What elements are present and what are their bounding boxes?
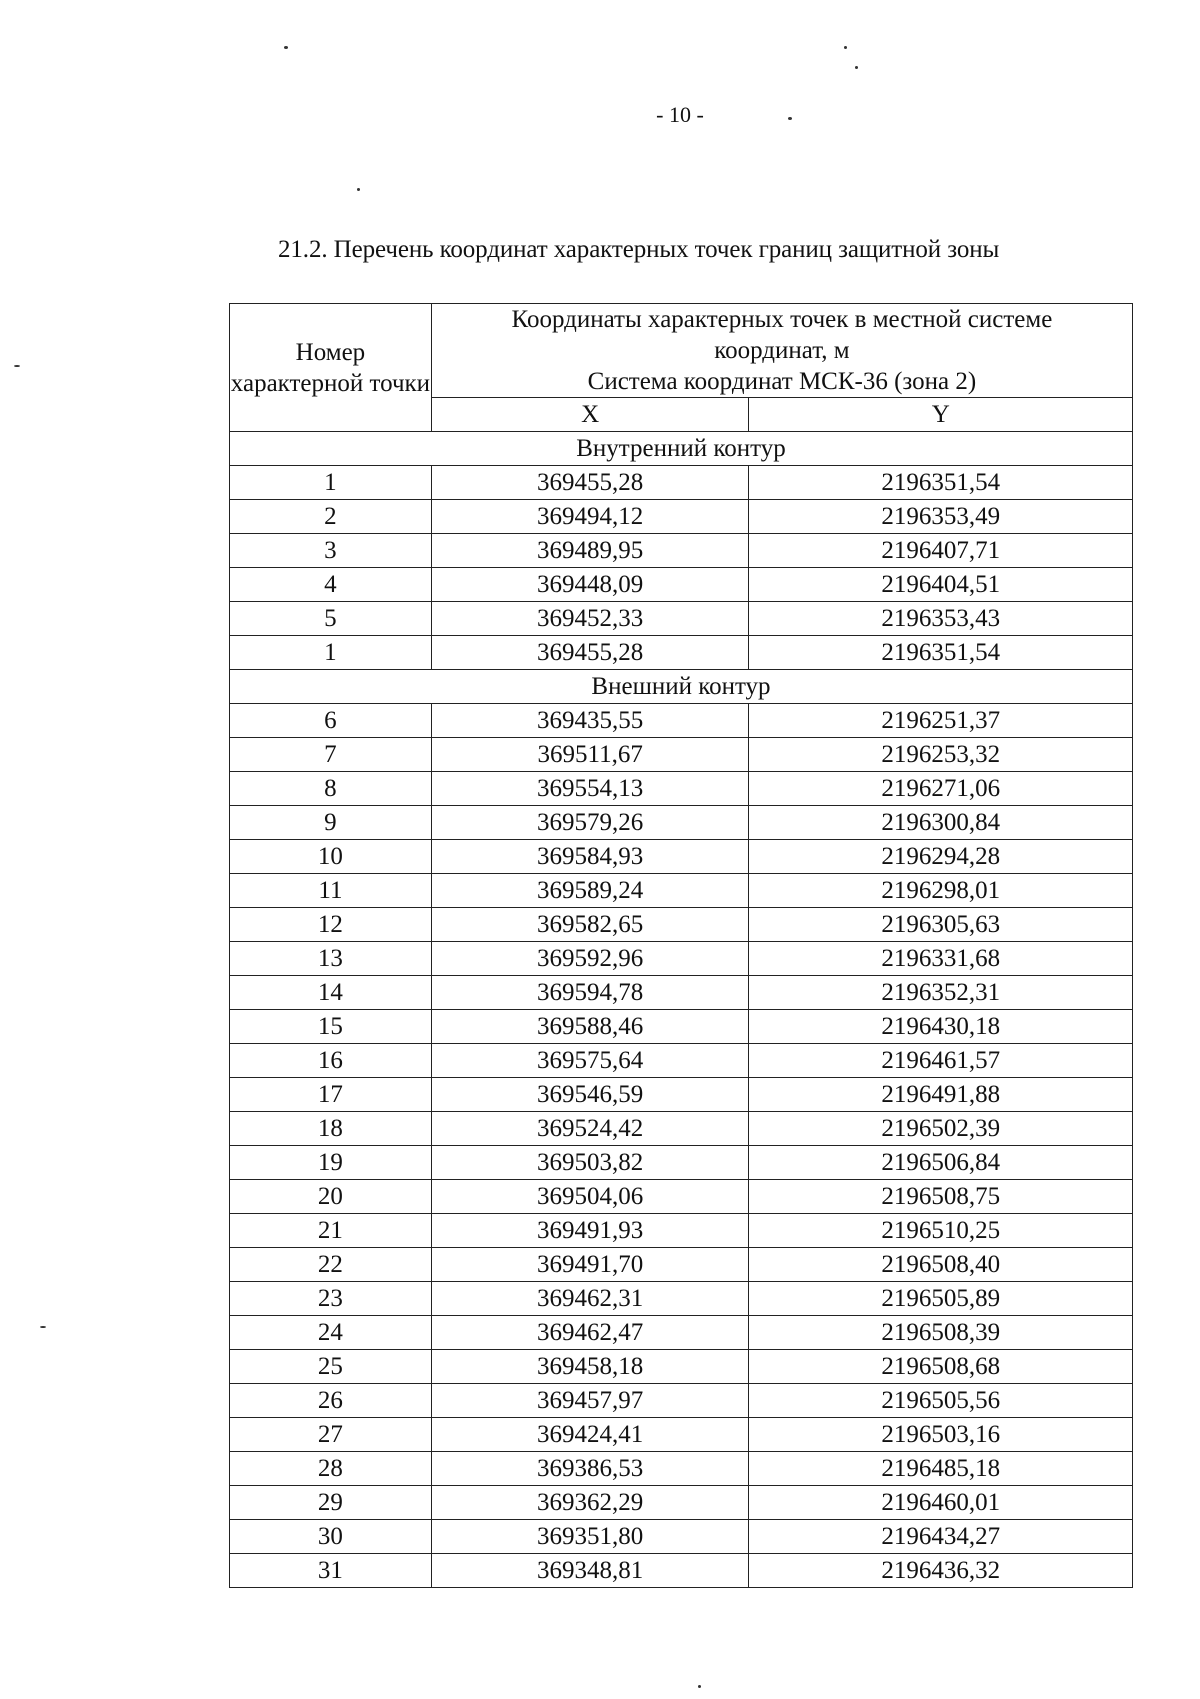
point-number-cell: 24 xyxy=(230,1316,432,1350)
table-row xyxy=(230,1044,1133,1078)
table-row xyxy=(230,738,1133,772)
point-number-cell: 14 xyxy=(230,976,432,1010)
x-coordinate-cell: 369351,80 xyxy=(431,1520,749,1554)
x-coordinate-cell: 369455,28 xyxy=(431,636,749,670)
y-coordinate-cell: 2196503,16 xyxy=(749,1418,1133,1452)
point-number-cell: 5 xyxy=(230,602,432,636)
section-title: 21.2. Перечень координат характерных точек границ защитной зоны xyxy=(278,236,1000,263)
header-x: X xyxy=(431,398,749,432)
table-row xyxy=(230,772,1133,806)
y-coordinate-cell: 2196251,37 xyxy=(749,704,1133,738)
x-coordinate-cell: 369424,41 xyxy=(431,1418,749,1452)
y-coordinate-cell: 2196352,31 xyxy=(749,976,1133,1010)
x-coordinate-cell: 369362,29 xyxy=(431,1486,749,1520)
table-row xyxy=(230,1180,1133,1214)
point-number-cell: 26 xyxy=(230,1384,432,1418)
scan-speck xyxy=(14,365,20,367)
x-coordinate-cell: 369579,26 xyxy=(431,806,749,840)
y-coordinate-cell: 2196505,56 xyxy=(749,1384,1133,1418)
y-coordinate-cell: 2196353,49 xyxy=(749,500,1133,534)
y-coordinate-cell: 2196407,71 xyxy=(749,534,1133,568)
point-number-cell: 19 xyxy=(230,1146,432,1180)
y-coordinate-cell: 2196508,75 xyxy=(749,1180,1133,1214)
x-coordinate-cell: 369504,06 xyxy=(431,1180,749,1214)
table-row xyxy=(230,806,1133,840)
y-coordinate-cell: 2196502,39 xyxy=(749,1112,1133,1146)
x-coordinate-cell: 369594,78 xyxy=(431,976,749,1010)
header-coordinate-system: Система координат МСК-36 (зона 2) xyxy=(587,368,977,395)
point-number-cell: 29 xyxy=(230,1486,432,1520)
header-y: Y xyxy=(749,398,1133,432)
table-row xyxy=(230,1282,1133,1316)
x-coordinate-cell: 369386,53 xyxy=(431,1452,749,1486)
point-number-cell: 18 xyxy=(230,1112,432,1146)
y-coordinate-cell: 2196430,18 xyxy=(749,1010,1133,1044)
table-row xyxy=(230,568,1133,602)
point-number-cell: 11 xyxy=(230,874,432,908)
x-coordinate-cell: 369458,18 xyxy=(431,1350,749,1384)
x-coordinate-cell: 369554,13 xyxy=(431,772,749,806)
y-coordinate-cell: 2196298,01 xyxy=(749,874,1133,908)
header-point-number: Номер характерной точки xyxy=(230,304,432,432)
point-number-cell: 12 xyxy=(230,908,432,942)
x-coordinate-cell: 369582,65 xyxy=(431,908,749,942)
table-row xyxy=(230,1248,1133,1282)
table-row xyxy=(230,466,1133,500)
y-coordinate-cell: 2196351,54 xyxy=(749,466,1133,500)
y-coordinate-cell: 2196505,89 xyxy=(749,1282,1133,1316)
table-row xyxy=(230,500,1133,534)
section-header-row xyxy=(230,432,1133,466)
x-coordinate-cell: 369588,46 xyxy=(431,1010,749,1044)
point-number-cell: 1 xyxy=(230,466,432,500)
x-coordinate-cell: 369455,28 xyxy=(431,466,749,500)
y-coordinate-cell: 2196508,68 xyxy=(749,1350,1133,1384)
table-row xyxy=(230,1418,1133,1452)
x-coordinate-cell: 369462,47 xyxy=(431,1316,749,1350)
point-number-cell: 4 xyxy=(230,568,432,602)
table-row xyxy=(230,1384,1133,1418)
y-coordinate-cell: 2196294,28 xyxy=(749,840,1133,874)
point-number-cell: 20 xyxy=(230,1180,432,1214)
section-title-cell: Внешний контур xyxy=(230,670,1133,704)
table-row xyxy=(230,1520,1133,1554)
x-coordinate-cell: 369584,93 xyxy=(431,840,749,874)
x-coordinate-cell: 369435,55 xyxy=(431,704,749,738)
y-coordinate-cell: 2196351,54 xyxy=(749,636,1133,670)
scan-speck xyxy=(855,66,858,69)
y-coordinate-cell: 2196271,06 xyxy=(749,772,1133,806)
point-number-cell: 2 xyxy=(230,500,432,534)
point-number-cell: 25 xyxy=(230,1350,432,1384)
header-coordinates xyxy=(431,304,1132,398)
scan-speck xyxy=(40,1326,46,1328)
point-number-cell: 1 xyxy=(230,636,432,670)
table-row xyxy=(230,1112,1133,1146)
table-row xyxy=(230,602,1133,636)
x-coordinate-cell: 369503,82 xyxy=(431,1146,749,1180)
table-row xyxy=(230,704,1133,738)
coordinates-table xyxy=(229,303,1133,1588)
point-number-cell: 15 xyxy=(230,1010,432,1044)
scan-speck xyxy=(788,117,792,120)
x-coordinate-cell: 369575,64 xyxy=(431,1044,749,1078)
point-number-cell: 3 xyxy=(230,534,432,568)
x-coordinate-cell: 369457,97 xyxy=(431,1384,749,1418)
table-body xyxy=(230,432,1133,1588)
x-coordinate-cell: 369491,70 xyxy=(431,1248,749,1282)
y-coordinate-cell: 2196491,88 xyxy=(749,1078,1133,1112)
table-row xyxy=(230,908,1133,942)
table-row xyxy=(230,1350,1133,1384)
point-number-cell: 6 xyxy=(230,704,432,738)
scan-speck xyxy=(698,1685,701,1688)
table-row xyxy=(230,1010,1133,1044)
table-row xyxy=(230,874,1133,908)
x-coordinate-cell: 369452,33 xyxy=(431,602,749,636)
table-row xyxy=(230,840,1133,874)
y-coordinate-cell: 2196436,32 xyxy=(749,1554,1133,1588)
y-coordinate-cell: 2196434,27 xyxy=(749,1520,1133,1554)
table-row xyxy=(230,942,1133,976)
y-coordinate-cell: 2196253,32 xyxy=(749,738,1133,772)
point-number-cell: 27 xyxy=(230,1418,432,1452)
table-row xyxy=(230,976,1133,1010)
x-coordinate-cell: 369592,96 xyxy=(431,942,749,976)
section-header-row xyxy=(230,670,1133,704)
y-coordinate-cell: 2196485,18 xyxy=(749,1452,1133,1486)
y-coordinate-cell: 2196461,57 xyxy=(749,1044,1133,1078)
y-coordinate-cell: 2196331,68 xyxy=(749,942,1133,976)
table-row xyxy=(230,636,1133,670)
x-coordinate-cell: 369462,31 xyxy=(431,1282,749,1316)
header-coordinates-title: Координаты характерных точек в местной системе координат, м xyxy=(511,306,1053,364)
y-coordinate-cell: 2196305,63 xyxy=(749,908,1133,942)
x-coordinate-cell: 369491,93 xyxy=(431,1214,749,1248)
x-coordinate-cell: 369489,95 xyxy=(431,534,749,568)
y-coordinate-cell: 2196508,39 xyxy=(749,1316,1133,1350)
point-number-cell: 10 xyxy=(230,840,432,874)
point-number-cell: 21 xyxy=(230,1214,432,1248)
table-row xyxy=(230,1214,1133,1248)
table-row xyxy=(230,1486,1133,1520)
x-coordinate-cell: 369448,09 xyxy=(431,568,749,602)
y-coordinate-cell: 2196460,01 xyxy=(749,1486,1133,1520)
point-number-cell: 16 xyxy=(230,1044,432,1078)
y-coordinate-cell: 2196506,84 xyxy=(749,1146,1133,1180)
table-row xyxy=(230,1146,1133,1180)
y-coordinate-cell: 2196508,40 xyxy=(749,1248,1133,1282)
table-row xyxy=(230,1078,1133,1112)
point-number-cell: 22 xyxy=(230,1248,432,1282)
y-coordinate-cell: 2196510,25 xyxy=(749,1214,1133,1248)
scan-speck xyxy=(284,46,288,49)
point-number-cell: 31 xyxy=(230,1554,432,1588)
y-coordinate-cell: 2196353,43 xyxy=(749,602,1133,636)
table-row xyxy=(230,1554,1133,1588)
point-number-cell: 9 xyxy=(230,806,432,840)
x-coordinate-cell: 369524,42 xyxy=(431,1112,749,1146)
y-coordinate-cell: 2196404,51 xyxy=(749,568,1133,602)
x-coordinate-cell: 369494,12 xyxy=(431,500,749,534)
x-coordinate-cell: 369348,81 xyxy=(431,1554,749,1588)
point-number-cell: 8 xyxy=(230,772,432,806)
point-number-cell: 7 xyxy=(230,738,432,772)
point-number-cell: 28 xyxy=(230,1452,432,1486)
scan-speck xyxy=(844,46,847,49)
x-coordinate-cell: 369511,67 xyxy=(431,738,749,772)
point-number-cell: 13 xyxy=(230,942,432,976)
y-coordinate-cell: 2196300,84 xyxy=(749,806,1133,840)
table-row xyxy=(230,1316,1133,1350)
scan-speck xyxy=(357,188,360,191)
point-number-cell: 23 xyxy=(230,1282,432,1316)
x-coordinate-cell: 369546,59 xyxy=(431,1078,749,1112)
point-number-cell: 17 xyxy=(230,1078,432,1112)
table-row xyxy=(230,1452,1133,1486)
table-row xyxy=(230,534,1133,568)
x-coordinate-cell: 369589,24 xyxy=(431,874,749,908)
page-number: - 10 - xyxy=(656,102,704,127)
point-number-cell: 30 xyxy=(230,1520,432,1554)
section-title-cell: Внутренний контур xyxy=(230,432,1133,466)
